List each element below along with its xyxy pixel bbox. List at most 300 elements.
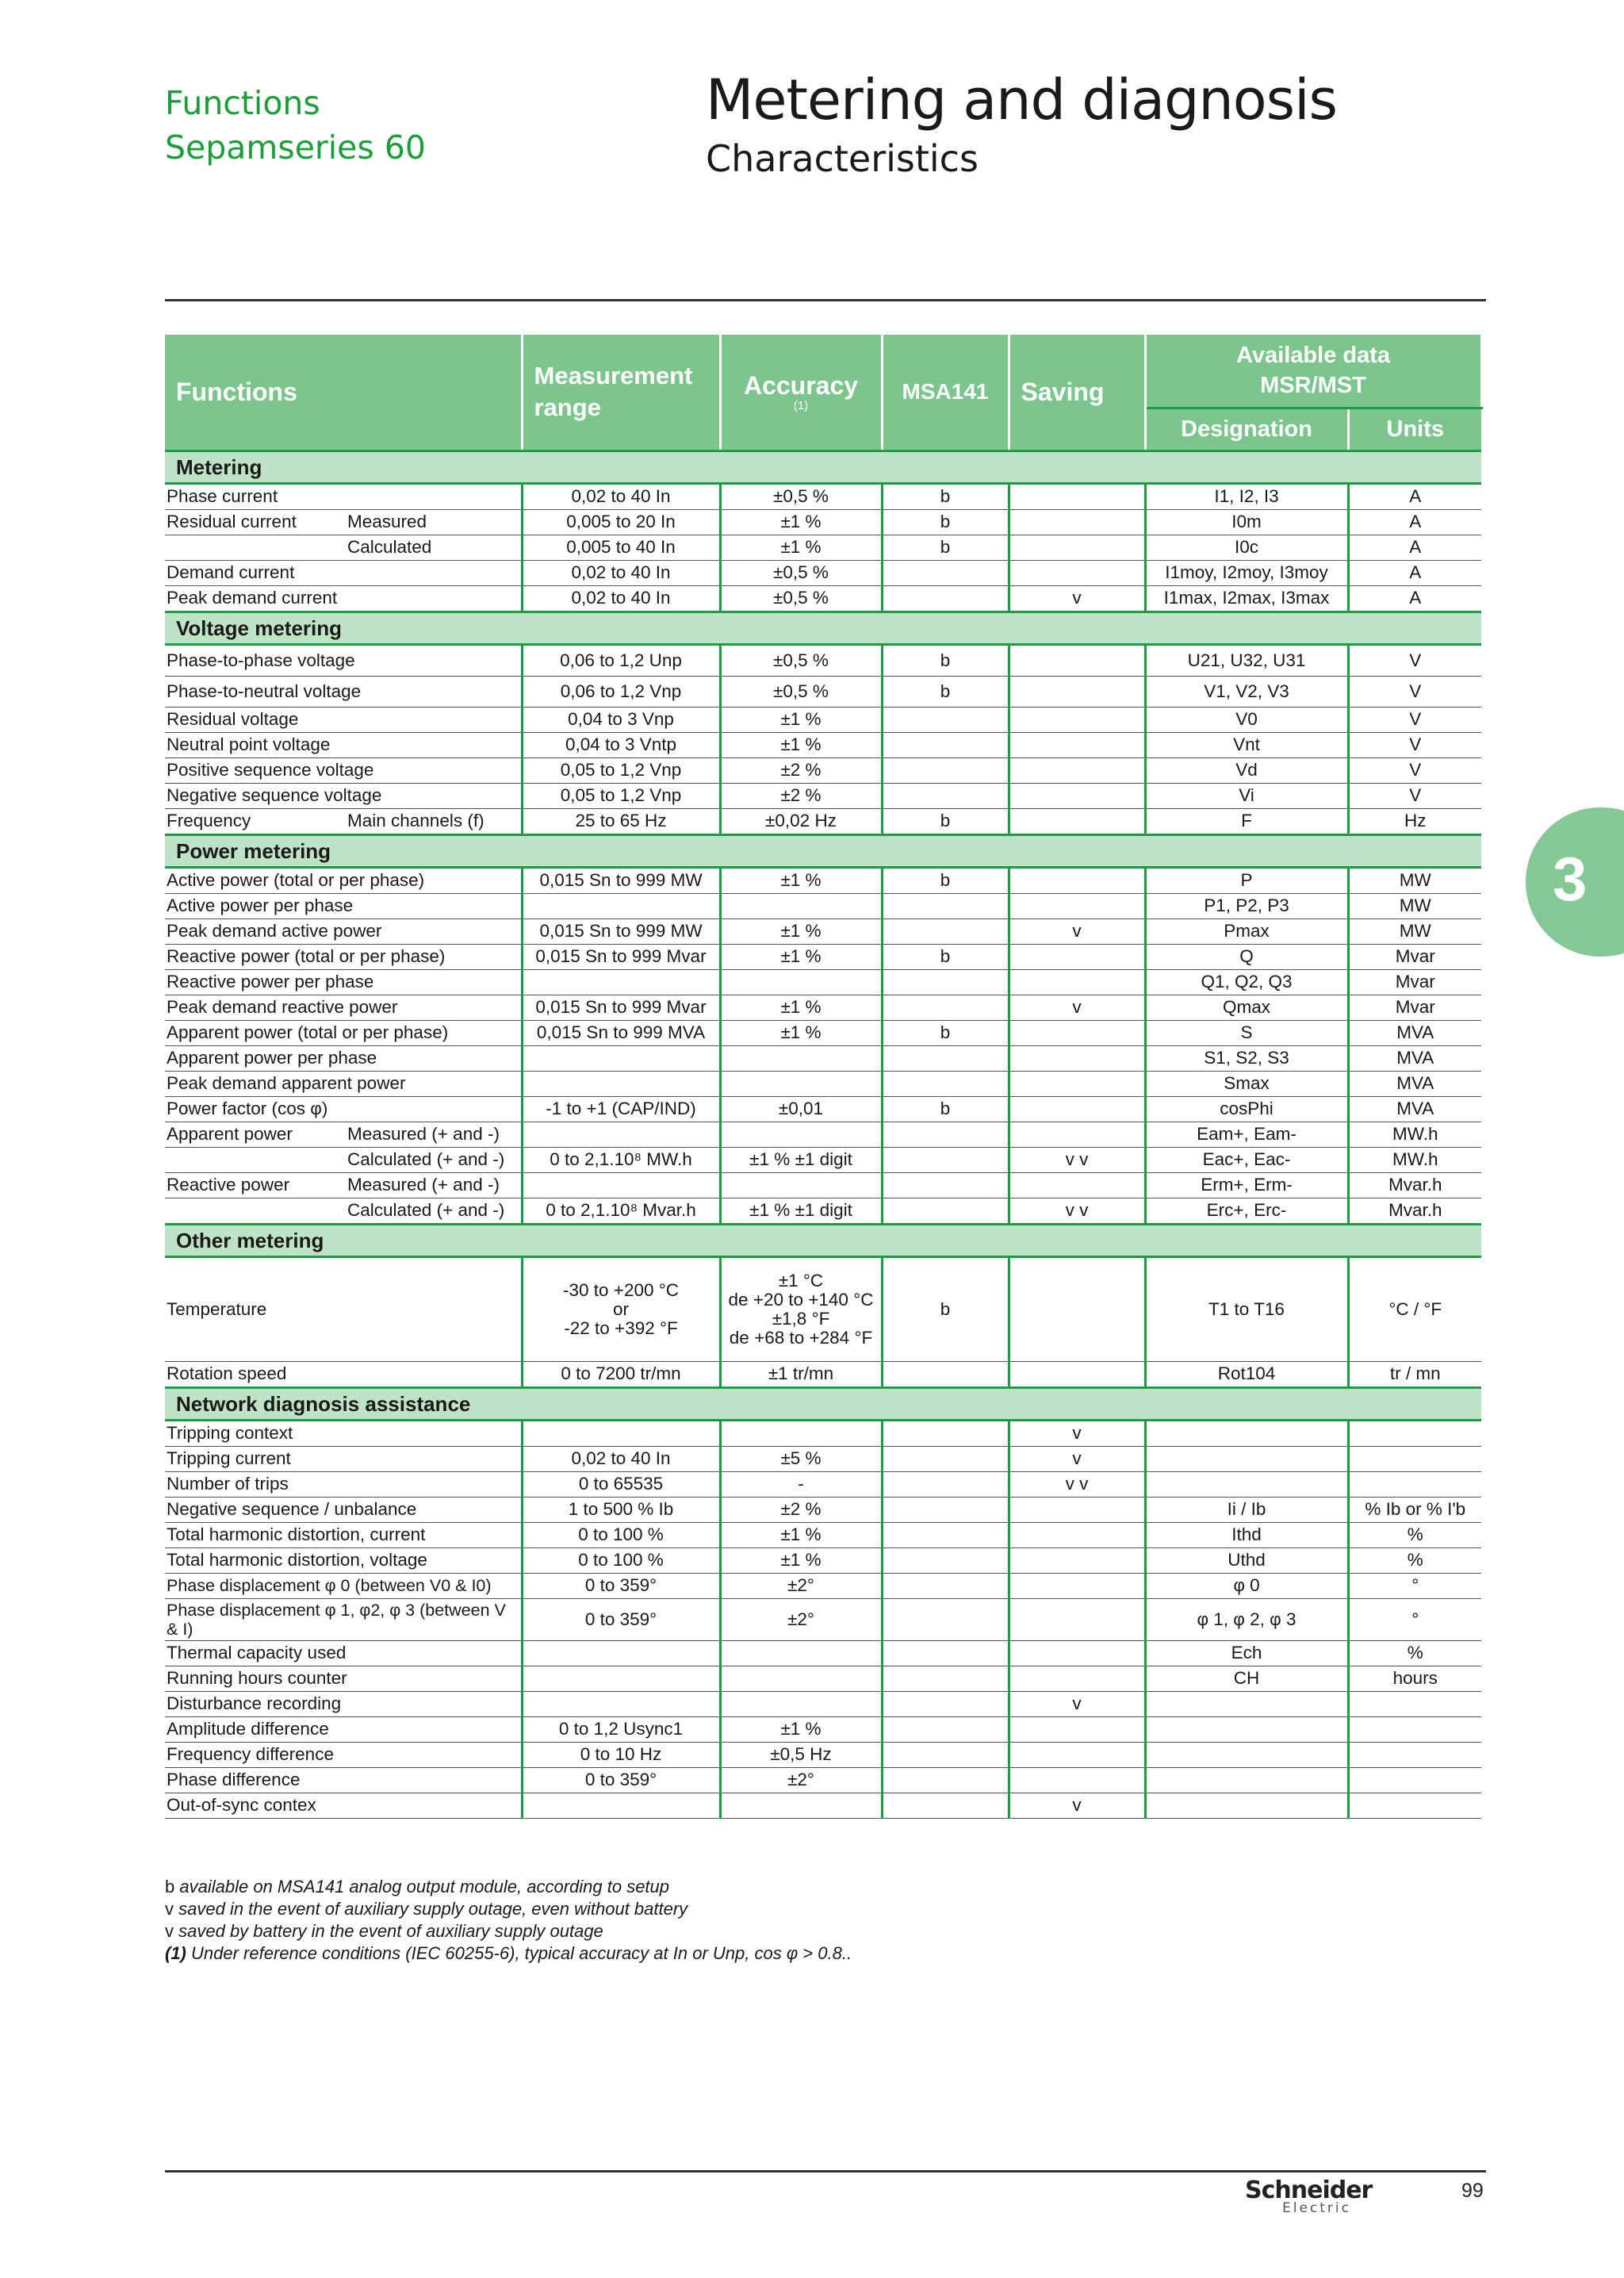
designation-cell: I0c	[1145, 535, 1348, 560]
table-row	[165, 707, 1481, 732]
row-label: Power factor (cos φ)	[165, 1096, 522, 1122]
range-cell: 0,04 to 3 Vntp	[522, 732, 720, 757]
range-cell	[522, 1691, 720, 1716]
designation-cell: Ii / Ib	[1145, 1497, 1348, 1522]
row-label: Number of trips	[165, 1471, 522, 1497]
row-label: Residual voltage	[165, 707, 522, 732]
row-label: Apparent power (total or per phase)	[165, 1020, 522, 1045]
designation-cell	[1145, 1691, 1348, 1716]
units-cell	[1348, 1691, 1481, 1716]
msa-cell	[882, 1793, 1009, 1818]
saving-cell	[1009, 1666, 1145, 1691]
row-label: Neutral point voltage	[165, 732, 522, 757]
saving-cell: v	[1009, 1793, 1145, 1818]
units-cell	[1348, 1471, 1481, 1497]
msa-cell	[882, 1716, 1009, 1742]
accuracy-cell	[720, 1122, 882, 1147]
range-cell	[522, 1122, 720, 1147]
accuracy-cell	[720, 1071, 882, 1096]
range-cell: 0,02 to 40 In	[522, 1446, 720, 1471]
accuracy-cell: ±1 %	[720, 1716, 882, 1742]
section-line-2: Sepamseries 60	[165, 128, 426, 167]
row-sublabel: Calculated (+ and -)	[346, 1198, 522, 1224]
row-label: Thermal capacity used	[165, 1640, 522, 1666]
units-cell: Mvar	[1348, 944, 1481, 969]
row-label: Phase displacement φ 1, φ2, φ 3 (between V & I)	[165, 1598, 522, 1640]
msa-cell	[882, 757, 1009, 783]
range-cell: 0 to 359°	[522, 1767, 720, 1793]
table-row	[165, 483, 1481, 509]
units-cell: MVA	[1348, 1045, 1481, 1071]
table-row	[165, 1198, 1481, 1224]
designation-cell: CH	[1145, 1666, 1348, 1691]
row-label: Running hours counter	[165, 1666, 522, 1691]
msa-cell	[882, 1497, 1009, 1522]
units-cell: V	[1348, 707, 1481, 732]
brand-sub: Electric	[1282, 2200, 1351, 2216]
units-cell: Mvar	[1348, 995, 1481, 1020]
table-row	[165, 1767, 1481, 1793]
table-row	[165, 585, 1481, 612]
accuracy-cell: ±1 % ±1 digit	[720, 1147, 882, 1172]
range-cell: 0 to 2,1.10⁸ MW.h	[522, 1147, 720, 1172]
units-cell	[1348, 1793, 1481, 1818]
units-cell: A	[1348, 560, 1481, 585]
saving-cell	[1009, 1172, 1145, 1198]
range-cell: 0 to 2,1.10⁸ Mvar.h	[522, 1198, 720, 1224]
saving-cell: v	[1009, 1420, 1145, 1446]
table-row	[165, 1361, 1481, 1387]
units-cell: MW.h	[1348, 1147, 1481, 1172]
range-cell: 0,015 Sn to 999 Mvar	[522, 944, 720, 969]
range-cell: 0,02 to 40 In	[522, 560, 720, 585]
msa-cell	[882, 1742, 1009, 1767]
units-cell: °	[1348, 1598, 1481, 1640]
table-row	[165, 969, 1481, 995]
table-row	[165, 1045, 1481, 1071]
saving-cell: v v	[1009, 1198, 1145, 1224]
msa-cell	[882, 1666, 1009, 1691]
row-label: Demand current	[165, 560, 522, 585]
header-available	[1145, 335, 1481, 408]
range-cell	[522, 893, 720, 918]
accuracy-cell	[720, 1640, 882, 1666]
header-available-label: Available data	[1236, 343, 1390, 369]
msa-cell: b	[882, 483, 1009, 509]
accuracy-cell: ±0,5 Hz	[720, 1742, 882, 1767]
saving-cell: v	[1009, 995, 1145, 1020]
accuracy-line: de +20 to +140 °C	[728, 1289, 874, 1310]
range-cell: 0 to 10 Hz	[522, 1742, 720, 1767]
section-row	[165, 1387, 1481, 1420]
units-cell	[1348, 1716, 1481, 1742]
units-cell: MVA	[1348, 1020, 1481, 1045]
top-divider	[165, 299, 1486, 301]
saving-cell	[1009, 1767, 1145, 1793]
designation-cell: Q1, Q2, Q3	[1145, 969, 1348, 995]
saving-cell	[1009, 483, 1145, 509]
table-row	[165, 1522, 1481, 1547]
header-accuracy	[720, 335, 882, 451]
saving-cell: v	[1009, 918, 1145, 944]
characteristics-table	[165, 335, 1483, 1819]
row-label: Temperature	[165, 1256, 522, 1361]
table-row	[165, 1497, 1481, 1522]
footnote	[165, 1898, 852, 1920]
range-cell: 0,005 to 20 In	[522, 509, 720, 535]
row-label: Negative sequence voltage	[165, 783, 522, 808]
saving-cell	[1009, 944, 1145, 969]
accuracy-cell: ±0,5 %	[720, 676, 882, 707]
header-units: Units	[1348, 408, 1481, 451]
designation-cell: P1, P2, P3	[1145, 893, 1348, 918]
msa-cell	[882, 1691, 1009, 1716]
range-line: -22 to +392 °F	[564, 1317, 678, 1338]
footnote	[165, 1876, 852, 1898]
footnotes	[165, 1876, 852, 1965]
designation-cell: U21, U32, U31	[1145, 644, 1348, 676]
units-cell: MW	[1348, 918, 1481, 944]
units-cell: A	[1348, 585, 1481, 612]
saving-cell	[1009, 535, 1145, 560]
saving-cell	[1009, 707, 1145, 732]
row-sublabel: Measured (+ and -)	[346, 1172, 522, 1198]
msa-cell	[882, 1640, 1009, 1666]
designation-cell: Ithd	[1145, 1522, 1348, 1547]
designation-cell	[1145, 1471, 1348, 1497]
table-row	[165, 535, 1481, 560]
msa-cell: b	[882, 1096, 1009, 1122]
header-accuracy-note: (1)	[793, 399, 809, 413]
section-title: Voltage metering	[165, 612, 1481, 644]
row-label: Positive sequence voltage	[165, 757, 522, 783]
range-cell: 0,05 to 1,2 Vnp	[522, 783, 720, 808]
table-row	[165, 1573, 1481, 1598]
table-row	[165, 1716, 1481, 1742]
units-cell: %	[1348, 1547, 1481, 1573]
msa-cell	[882, 585, 1009, 612]
msa-cell	[882, 1198, 1009, 1224]
msa-cell: b	[882, 676, 1009, 707]
msa-cell	[882, 783, 1009, 808]
units-cell: V	[1348, 757, 1481, 783]
range-cell	[522, 1793, 720, 1818]
table-row	[165, 1420, 1481, 1446]
accuracy-cell	[720, 1256, 882, 1361]
page-subtitle: Characteristics	[706, 137, 979, 180]
msa-cell	[882, 1573, 1009, 1598]
units-cell: Mvar.h	[1348, 1172, 1481, 1198]
section-title: Metering	[165, 451, 1481, 483]
header-accuracy-label: Accuracy	[743, 371, 859, 401]
accuracy-cell: ±5 %	[720, 1446, 882, 1471]
saving-cell	[1009, 1716, 1145, 1742]
saving-cell	[1009, 509, 1145, 535]
row-label: Peak demand reactive power	[165, 995, 522, 1020]
saving-cell	[1009, 867, 1145, 893]
header-range: Measurement range	[522, 335, 720, 451]
msa-cell	[882, 1071, 1009, 1096]
footnote	[165, 1920, 852, 1942]
range-cell: 0 to 359°	[522, 1573, 720, 1598]
saving-cell: v	[1009, 1446, 1145, 1471]
row-label	[165, 535, 346, 560]
accuracy-cell: ±1 tr/mn	[720, 1361, 882, 1387]
designation-cell: I1max, I2max, I3max	[1145, 585, 1348, 612]
table-row	[165, 808, 1481, 834]
range-cell	[522, 1666, 720, 1691]
bottom-divider	[165, 2170, 1486, 2173]
accuracy-line: ±1,8 °F	[772, 1308, 830, 1329]
row-sublabel: Measured (+ and -)	[346, 1122, 522, 1147]
designation-cell	[1145, 1767, 1348, 1793]
accuracy-cell: ±0,5 %	[720, 644, 882, 676]
designation-cell: Uthd	[1145, 1547, 1348, 1573]
row-sublabel: Calculated	[346, 535, 522, 560]
row-label: Apparent power	[165, 1122, 346, 1147]
range-cell: 0,02 to 40 In	[522, 585, 720, 612]
row-label: Tripping current	[165, 1446, 522, 1471]
accuracy-cell: ±2°	[720, 1767, 882, 1793]
chapter-tab	[1526, 807, 1624, 957]
units-cell	[1348, 1446, 1481, 1471]
saving-cell	[1009, 1096, 1145, 1122]
saving-cell	[1009, 1742, 1145, 1767]
page-number: 99	[1461, 2180, 1484, 2202]
footnote-text: saved by battery in the event of auxiliary supply outage	[178, 1921, 603, 1941]
accuracy-cell	[720, 969, 882, 995]
saving-cell	[1009, 732, 1145, 757]
range-cell	[522, 1420, 720, 1446]
range-cell: 0,015 Sn to 999 Mvar	[522, 995, 720, 1020]
accuracy-cell: ±1 %	[720, 1547, 882, 1573]
msa-cell: b	[882, 644, 1009, 676]
row-label: Total harmonic distortion, current	[165, 1522, 522, 1547]
row-label: Reactive power	[165, 1172, 346, 1198]
row-label: Phase difference	[165, 1767, 522, 1793]
designation-cell	[1145, 1742, 1348, 1767]
units-cell: A	[1348, 535, 1481, 560]
table-row	[165, 1147, 1481, 1172]
range-cell: -1 to +1 (CAP/IND)	[522, 1096, 720, 1122]
row-label: Active power (total or per phase)	[165, 867, 522, 893]
saving-cell: v v	[1009, 1147, 1145, 1172]
units-cell: MVA	[1348, 1071, 1481, 1096]
chapter-number: 3	[1553, 844, 1588, 914]
designation-cell: Eam+, Eam-	[1145, 1122, 1348, 1147]
msa-cell	[882, 1547, 1009, 1573]
range-cell: 0 to 100 %	[522, 1522, 720, 1547]
section-row	[165, 1224, 1481, 1256]
row-label: Reactive power (total or per phase)	[165, 944, 522, 969]
range-cell: 0 to 7200 tr/mn	[522, 1361, 720, 1387]
row-label: Disturbance recording	[165, 1691, 522, 1716]
accuracy-cell	[720, 1420, 882, 1446]
units-cell: V	[1348, 732, 1481, 757]
msa-cell: b	[882, 867, 1009, 893]
msa-cell: b	[882, 1256, 1009, 1361]
range-cell: 1 to 500 % Ib	[522, 1497, 720, 1522]
designation-cell: cosPhi	[1145, 1096, 1348, 1122]
units-cell: MW	[1348, 893, 1481, 918]
footnote-text: available on MSA141 analog output module, according to setup	[179, 1877, 670, 1896]
row-label: Peak demand active power	[165, 918, 522, 944]
range-cell	[522, 969, 720, 995]
msa-cell	[882, 1045, 1009, 1071]
accuracy-cell: ±0,01	[720, 1096, 882, 1122]
row-label: Out-of-sync contex	[165, 1793, 522, 1818]
accuracy-cell: ±1 % ±1 digit	[720, 1198, 882, 1224]
msa-cell	[882, 1471, 1009, 1497]
accuracy-cell: ±0,02 Hz	[720, 808, 882, 834]
footnote-symbol: v	[165, 1921, 174, 1941]
accuracy-cell	[720, 1045, 882, 1071]
table-row	[165, 1071, 1481, 1096]
range-cell: 0,06 to 1,2 Vnp	[522, 676, 720, 707]
msa-cell	[882, 560, 1009, 585]
page-title: Metering and diagnosis	[706, 67, 1337, 132]
row-label: Phase-to-neutral voltage	[165, 676, 522, 707]
units-cell: V	[1348, 644, 1481, 676]
accuracy-line: ±1 °C	[778, 1270, 824, 1290]
msa-cell: b	[882, 535, 1009, 560]
table-row	[165, 1256, 1481, 1361]
saving-cell: v	[1009, 1691, 1145, 1716]
msa-cell	[882, 732, 1009, 757]
table-row	[165, 1793, 1481, 1818]
table-body	[165, 451, 1481, 1818]
designation-cell: Pmax	[1145, 918, 1348, 944]
designation-cell: φ 1, φ 2, φ 3	[1145, 1598, 1348, 1640]
units-cell: Mvar	[1348, 969, 1481, 995]
designation-cell: I1, I2, I3	[1145, 483, 1348, 509]
msa-cell	[882, 1147, 1009, 1172]
accuracy-cell: ±1 %	[720, 995, 882, 1020]
saving-cell	[1009, 1361, 1145, 1387]
saving-cell	[1009, 1045, 1145, 1071]
range-cell: 25 to 65 Hz	[522, 808, 720, 834]
row-label: Rotation speed	[165, 1361, 522, 1387]
row-label	[165, 1198, 346, 1224]
table-row	[165, 893, 1481, 918]
designation-cell: T1 to T16	[1145, 1256, 1348, 1361]
designation-cell	[1145, 1716, 1348, 1742]
designation-cell: Ech	[1145, 1640, 1348, 1666]
range-cell: 0,04 to 3 Vnp	[522, 707, 720, 732]
designation-cell: Vnt	[1145, 732, 1348, 757]
table-row	[165, 783, 1481, 808]
section-title: Power metering	[165, 834, 1481, 867]
range-cell: 0 to 359°	[522, 1598, 720, 1640]
units-cell: °	[1348, 1573, 1481, 1598]
row-label: Apparent power per phase	[165, 1045, 522, 1071]
accuracy-cell: ±2 %	[720, 757, 882, 783]
accuracy-cell: ±1 %	[720, 867, 882, 893]
units-cell: tr / mn	[1348, 1361, 1481, 1387]
range-cell: 0,02 to 40 In	[522, 483, 720, 509]
section-heading	[165, 81, 426, 170]
range-cell: 0,015 Sn to 999 MVA	[522, 1020, 720, 1045]
units-cell: Hz	[1348, 808, 1481, 834]
accuracy-line: de +68 to +284 °F	[729, 1327, 873, 1348]
footnote-text: Under reference conditions (IEC 60255-6), typical accuracy at In or Unp, cos φ > 0.8..	[191, 1943, 852, 1963]
units-cell	[1348, 1420, 1481, 1446]
msa-cell	[882, 1420, 1009, 1446]
saving-cell	[1009, 644, 1145, 676]
designation-cell: Vi	[1145, 783, 1348, 808]
row-sublabel: Measured	[346, 509, 522, 535]
msa-cell	[882, 1446, 1009, 1471]
designation-cell: I0m	[1145, 509, 1348, 535]
row-label	[165, 1147, 346, 1172]
range-cell	[522, 1256, 720, 1361]
accuracy-cell: ±1 %	[720, 1522, 882, 1547]
saving-cell	[1009, 1522, 1145, 1547]
units-cell: °C / °F	[1348, 1256, 1481, 1361]
designation-cell: Qmax	[1145, 995, 1348, 1020]
brand-name: Schneider	[1245, 2176, 1373, 2204]
accuracy-cell: ±1 %	[720, 1020, 882, 1045]
table-row	[165, 1446, 1481, 1471]
units-cell: hours	[1348, 1666, 1481, 1691]
saving-cell	[1009, 969, 1145, 995]
table-row	[165, 732, 1481, 757]
designation-cell: I1moy, I2moy, I3moy	[1145, 560, 1348, 585]
units-cell: V	[1348, 783, 1481, 808]
msa-cell: b	[882, 808, 1009, 834]
msa-cell	[882, 1767, 1009, 1793]
saving-cell	[1009, 757, 1145, 783]
units-cell: V	[1348, 676, 1481, 707]
accuracy-cell: ±1 %	[720, 918, 882, 944]
msa-cell	[882, 969, 1009, 995]
range-cell: 0,015 Sn to 999 MW	[522, 918, 720, 944]
row-sublabel: Main channels (f)	[346, 808, 522, 834]
saving-cell	[1009, 893, 1145, 918]
units-cell: %	[1348, 1522, 1481, 1547]
range-cell	[522, 1640, 720, 1666]
row-label: Tripping context	[165, 1420, 522, 1446]
row-label: Peak demand apparent power	[165, 1071, 522, 1096]
accuracy-cell: ±1 %	[720, 509, 882, 535]
row-label: Negative sequence / unbalance	[165, 1497, 522, 1522]
accuracy-cell	[720, 893, 882, 918]
accuracy-cell: ±2 %	[720, 1497, 882, 1522]
range-cell: 0,06 to 1,2 Unp	[522, 644, 720, 676]
table-row	[165, 1172, 1481, 1198]
row-sublabel: Calculated (+ and -)	[346, 1147, 522, 1172]
range-cell	[522, 1172, 720, 1198]
msa-cell	[882, 1172, 1009, 1198]
range-line: -30 to +200 °C	[563, 1279, 679, 1300]
saving-cell	[1009, 1547, 1145, 1573]
saving-cell	[1009, 783, 1145, 808]
row-label: Phase displacement φ 0 (between V0 & I0)	[165, 1573, 522, 1598]
table-row	[165, 944, 1481, 969]
header-available-sub: MSR/MST	[1260, 373, 1366, 399]
footnote	[165, 1942, 852, 1965]
row-label: Frequency difference	[165, 1742, 522, 1767]
accuracy-cell	[720, 1666, 882, 1691]
designation-cell: φ 0	[1145, 1573, 1348, 1598]
msa-cell	[882, 707, 1009, 732]
table-row	[165, 1547, 1481, 1573]
table-row	[165, 1020, 1481, 1045]
units-cell: %	[1348, 1640, 1481, 1666]
row-label: Phase-to-phase voltage	[165, 644, 522, 676]
section-title: Other metering	[165, 1224, 1481, 1256]
row-label: Residual current	[165, 509, 346, 535]
